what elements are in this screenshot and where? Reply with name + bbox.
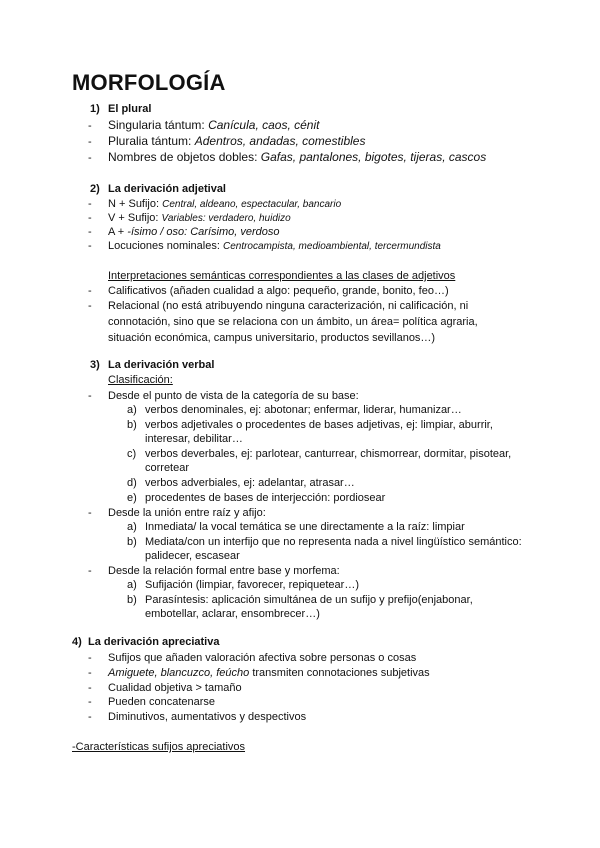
group-2-label: Desde la unión entre raíz y afijo:	[108, 507, 266, 519]
bullet-dash: -	[88, 120, 92, 132]
letter-a: a)	[127, 404, 137, 416]
sub-item: Mediata/con un interfijo que no representa nada a nivel lingüístico semántico:	[145, 536, 522, 548]
list-item: Singularia tántum: Canícula, caos, cénit	[108, 118, 320, 132]
list-item: V + Sufijo: Variables: verdadero, huidizo	[108, 212, 291, 224]
list-item: Diminutivos, aumentativos y despectivos	[108, 711, 307, 723]
bullet-dash: -	[88, 136, 92, 148]
section-3-heading: La derivación verbal	[108, 359, 215, 371]
list-item: Sufijos que añaden valoración afectiva sobre personas o cosas	[108, 652, 417, 664]
letter-b: b)	[127, 536, 137, 548]
bullet-dash: -	[88, 198, 92, 210]
bullet-dash: -	[88, 152, 92, 164]
sub-item: Sufijación (limpiar, favorecer, repiquetear…)	[145, 579, 359, 591]
letter-e: e)	[127, 492, 137, 504]
section-4-heading: La derivación apreciativa	[88, 636, 220, 648]
sub-item: verbos adjetivales o procedentes de bases adjetivas, ej: limpiar, aburrir,	[145, 419, 493, 431]
bullet-dash: -	[88, 212, 92, 224]
group-3-label: Desde la relación formal entre base y morfema:	[108, 565, 340, 577]
bullet-dash: -	[88, 565, 92, 577]
section-2-heading: La derivación adjetival	[108, 183, 226, 195]
list-item: Nombres de objetos dobles: Gafas, pantalones, bigotes, tijeras, cascos	[108, 150, 487, 164]
list-item: Pueden concatenarse	[108, 696, 216, 708]
list-item-relacional-cont: situación económica, campus universitario, productos sevillanos…)	[108, 332, 436, 344]
bullet-dash: -	[88, 240, 92, 252]
list-item-relacional-cont: connotación, sino que se relaciona con un ámbito, un área= política agraria,	[108, 316, 478, 328]
bullet-dash: -	[88, 682, 92, 694]
section-1-number: 1)	[90, 103, 100, 115]
bullet-dash: -	[88, 711, 92, 723]
section-2-number: 2)	[90, 183, 100, 195]
letter-d: d)	[127, 477, 137, 489]
sub-item: verbos adverbiales, ej: adelantar, atrasar…	[145, 477, 355, 489]
section-1-heading: El plural	[108, 103, 152, 115]
list-item: Locuciones nominales: Centrocampista, medioambiental, tercermundista	[108, 240, 441, 252]
letter-b: b)	[127, 594, 137, 606]
letter-c: c)	[127, 448, 137, 460]
bullet-dash: -	[88, 285, 92, 297]
list-item: A + -ísimo / oso: Carísimo, verdoso	[108, 226, 280, 238]
sub-item: Parasíntesis: aplicación simultánea de un sufijo y prefijo(enjabonar,	[145, 594, 473, 606]
bullet-dash: -	[88, 667, 92, 679]
sub-item: procedentes de bases de interjección: pordiosear	[145, 492, 386, 504]
sub-item-cont: interesar, debilitar…	[145, 433, 243, 445]
footer-heading: -Características sufijos apreciativos	[72, 741, 246, 753]
list-item: Pluralia tántum: Adentros, andadas, comestibles	[108, 134, 366, 148]
section-4-number: 4)	[72, 636, 82, 648]
sub-item-cont: corretear	[145, 462, 190, 474]
bullet-dash: -	[88, 390, 92, 402]
sub-item: verbos denominales, ej: abotonar; enfermar, liderar, humanizar…	[145, 404, 462, 416]
list-item-calificativos: Calificativos (añaden cualidad a algo: pequeño, grande, bonito, feo…)	[108, 285, 449, 297]
letter-b: b)	[127, 419, 137, 431]
page-title: MORFOLOGÍA	[72, 70, 226, 95]
letter-a: a)	[127, 521, 137, 533]
sub-item-cont: embotellar, aclarar, ensombrecer…)	[145, 608, 320, 620]
group-1-label: Desde el punto de vista de la categoría de su base:	[108, 390, 359, 402]
list-item: Cualidad objetiva > tamaño	[108, 682, 242, 694]
sub-item-cont: palidecer, escasear	[145, 550, 240, 562]
clasificacion-label: Clasificación:	[108, 374, 173, 386]
bullet-dash: -	[88, 300, 92, 312]
bullet-dash: -	[88, 652, 92, 664]
list-item: N + Sufijo: Central, aldeano, espectacular, bancario	[108, 198, 342, 210]
subheading-interpretaciones: Interpretaciones semánticas correspondientes a las clases de adjetivos	[108, 270, 456, 282]
letter-a: a)	[127, 579, 137, 591]
list-item-relacional: Relacional (no está atribuyendo ninguna caracterización, ni calificación, ni	[108, 300, 469, 312]
sub-item: Inmediata/ la vocal temática se une directamente a la raíz: limpiar	[145, 521, 465, 533]
bullet-dash: -	[88, 507, 92, 519]
bullet-dash: -	[88, 226, 92, 238]
section-3-number: 3)	[90, 359, 100, 371]
bullet-dash: -	[88, 696, 92, 708]
sub-item: verbos deverbales, ej: parlotear, canturrear, chismorrear, dormitar, pisotear,	[145, 448, 512, 460]
list-item: Amiguete, blancuzco, feúcho transmiten connotaciones subjetivas	[108, 667, 430, 679]
